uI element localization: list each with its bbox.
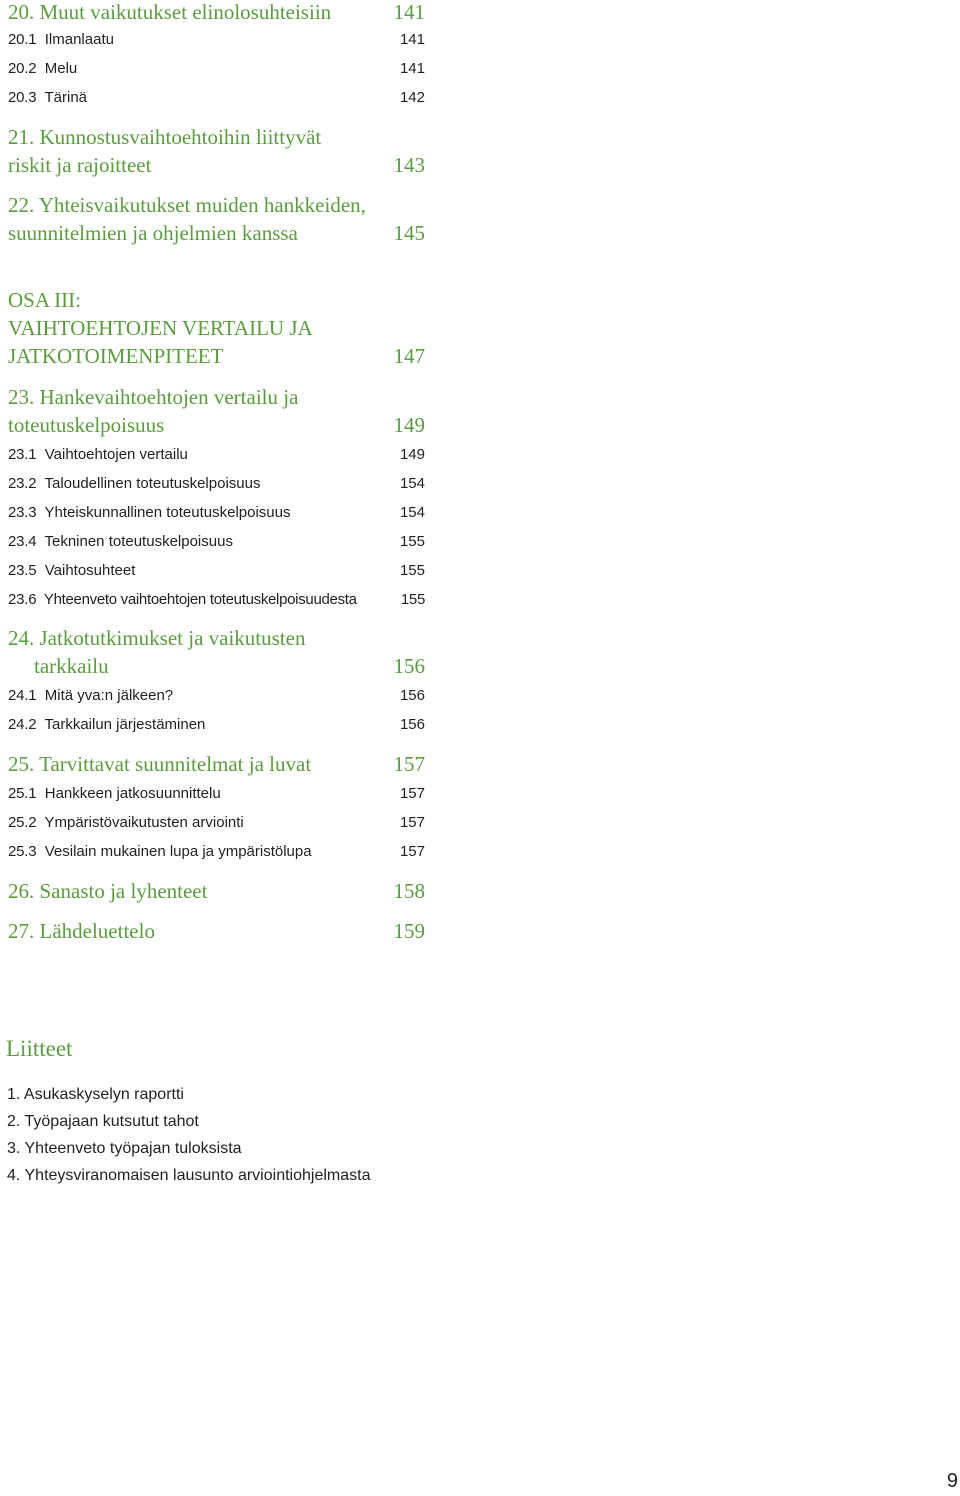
toc-section-number: 25.3 — [8, 843, 37, 860]
toc-section-number: 23.4 — [8, 533, 37, 550]
toc-section-title: Vaihtoehtojen vertailu — [44, 446, 188, 463]
toc-section-23-4[interactable] — [8, 532, 425, 552]
toc-section-title: Vesilain mukainen lupa ja ympäristölupa — [44, 843, 312, 860]
toc-chapter-24[interactable] — [8, 624, 425, 680]
toc-page-number: 154 — [399, 475, 425, 492]
appendix-item[interactable]: 4. Yhteysviranomaisen lausunto arviointiohjelmasta — [7, 1167, 371, 1184]
toc-section-title: Melu — [44, 60, 78, 77]
toc-section-title: Taloudellinen toteutuskelpoisuus — [44, 475, 261, 492]
toc-section-title: Yhteenveto vaihtoehtojen toteutuskelpoisuudesta — [43, 591, 357, 608]
toc-page-number: 157 — [399, 843, 425, 860]
toc-section-number: 23.5 — [8, 562, 37, 579]
toc-page-number: 141 — [399, 31, 425, 48]
toc-section-title: Ympäristövaikutusten arviointi — [44, 814, 244, 831]
toc-page-number: 156 — [393, 654, 425, 678]
appendix-item[interactable]: 1. Asukaskyselyn raportti — [7, 1086, 184, 1103]
toc-chapter-title: 27. Lähdeluettelo — [8, 919, 155, 943]
toc-section-23-2[interactable] — [8, 474, 425, 494]
toc-chapter-title-line1: 23. Hankevaihtoehtojen vertailu ja — [8, 385, 299, 409]
toc-part-title-line1: VAIHTOEHTOJEN VERTAILU JA — [8, 316, 313, 340]
toc-chapter-title-line2: tarkkailu — [34, 654, 109, 678]
toc-section-number: 23.2 — [8, 475, 37, 492]
toc-section-23-6[interactable] — [8, 590, 425, 610]
toc-section-25-3[interactable] — [8, 842, 425, 862]
toc-chapter-title: 20. Muut vaikutukset elinolosuhteisiin — [8, 0, 332, 24]
toc-chapter-title-line2: riskit ja rajoitteet — [8, 153, 152, 177]
appendix-item[interactable]: 3. Yhteenveto työpajan tuloksista — [7, 1140, 242, 1157]
toc-page-number: 157 — [399, 814, 425, 831]
toc-section-number: 24.2 — [8, 716, 37, 733]
toc-chapter-title: 25. Tarvittavat suunnitelmat ja luvat — [8, 752, 312, 776]
toc-page-number: 149 — [393, 413, 425, 437]
toc-chapter-25[interactable] — [8, 750, 425, 778]
toc-chapter-26[interactable] — [8, 877, 425, 905]
toc-section-title: Mitä yva:n jälkeen? — [44, 687, 174, 704]
toc-page-number: 154 — [399, 504, 425, 521]
toc-page-number: 158 — [393, 879, 425, 903]
toc-page-number: 157 — [393, 752, 425, 776]
toc-section-number: 20.3 — [8, 89, 37, 106]
toc-section-number: 25.2 — [8, 814, 37, 831]
toc-page-number: 156 — [399, 687, 425, 704]
toc-section-23-5[interactable] — [8, 561, 425, 581]
toc-section-20-2[interactable] — [8, 59, 425, 79]
toc-chapter-27[interactable] — [8, 917, 425, 945]
toc-page-number: 156 — [399, 716, 425, 733]
toc-page-number: 159 — [393, 919, 425, 943]
toc-page-number: 155 — [399, 533, 425, 550]
toc-section-number: 20.1 — [8, 31, 37, 48]
appendix-item[interactable]: 2. Työpajaan kutsutut tahot — [7, 1113, 199, 1130]
toc-section-20-3[interactable] — [8, 88, 425, 108]
toc-section-24-1[interactable] — [8, 686, 425, 706]
toc-part-title-line2: JATKOTOIMENPITEET — [8, 344, 224, 368]
toc-chapter-21[interactable] — [8, 123, 425, 179]
toc-section-number: 23.1 — [8, 446, 37, 463]
toc-section-title: Vaihtosuhteet — [44, 562, 136, 579]
toc-chapter-20[interactable] — [8, 0, 425, 26]
toc-part-label: OSA III: — [8, 288, 81, 312]
toc-chapter-title-line2: suunnitelmien ja ohjelmien kanssa — [8, 221, 298, 245]
toc-section-title: Tarkkailun järjestäminen — [44, 716, 206, 733]
toc-section-25-2[interactable] — [8, 813, 425, 833]
appendices-heading: Liitteet — [6, 1036, 73, 1061]
toc-section-number: 23.6 — [8, 591, 37, 608]
toc-section-number: 24.1 — [8, 687, 37, 704]
toc-page-number: 143 — [393, 153, 425, 177]
toc-chapter-title-line1: 21. Kunnostusvaihtoehtoihin liittyvät — [8, 125, 322, 149]
toc-page-number: 149 — [399, 446, 425, 463]
toc-chapter-title-line2: toteutuskelpoisuus — [8, 413, 165, 437]
toc-page-number: 142 — [399, 89, 425, 106]
toc-section-number: 23.3 — [8, 504, 37, 521]
toc-page-number: 141 — [393, 0, 425, 24]
toc-chapter-22[interactable] — [8, 191, 425, 247]
toc-chapter-title-line1: 22. Yhteisvaikutukset muiden hankkeiden, — [8, 193, 366, 217]
toc-section-25-1[interactable] — [8, 784, 425, 804]
toc-section-title: Ilmanlaatu — [44, 31, 114, 48]
toc-section-title: Tärinä — [44, 89, 88, 106]
toc-page-number: 141 — [399, 60, 425, 77]
toc-section-24-2[interactable] — [8, 715, 425, 735]
toc-section-title: Yhteiskunnallinen toteutuskelpoisuus — [44, 504, 291, 521]
toc-section-number: 20.2 — [8, 60, 37, 77]
toc-chapter-23[interactable] — [8, 383, 425, 439]
toc-section-title: Hankkeen jatkosuunnittelu — [44, 785, 221, 802]
toc-section-title: Tekninen toteutuskelpoisuus — [44, 533, 233, 550]
toc-part-3[interactable] — [8, 286, 425, 370]
page-number: 9 — [946, 1470, 958, 1492]
toc-page-number: 147 — [393, 344, 425, 368]
toc-chapter-title-line1: 24. Jatkotutkimukset ja vaikutusten — [8, 626, 306, 650]
toc-page-number: 155 — [399, 562, 425, 579]
toc-section-23-3[interactable] — [8, 503, 425, 523]
toc-section-20-1[interactable] — [8, 30, 425, 50]
toc-page-number: 145 — [393, 221, 425, 245]
toc-section-23-1[interactable] — [8, 445, 425, 465]
toc-section-number: 25.1 — [8, 785, 37, 802]
toc-page-number: 155 — [400, 591, 425, 608]
toc-chapter-title: 26. Sanasto ja lyhenteet — [8, 879, 208, 903]
toc-page-number: 157 — [399, 785, 425, 802]
